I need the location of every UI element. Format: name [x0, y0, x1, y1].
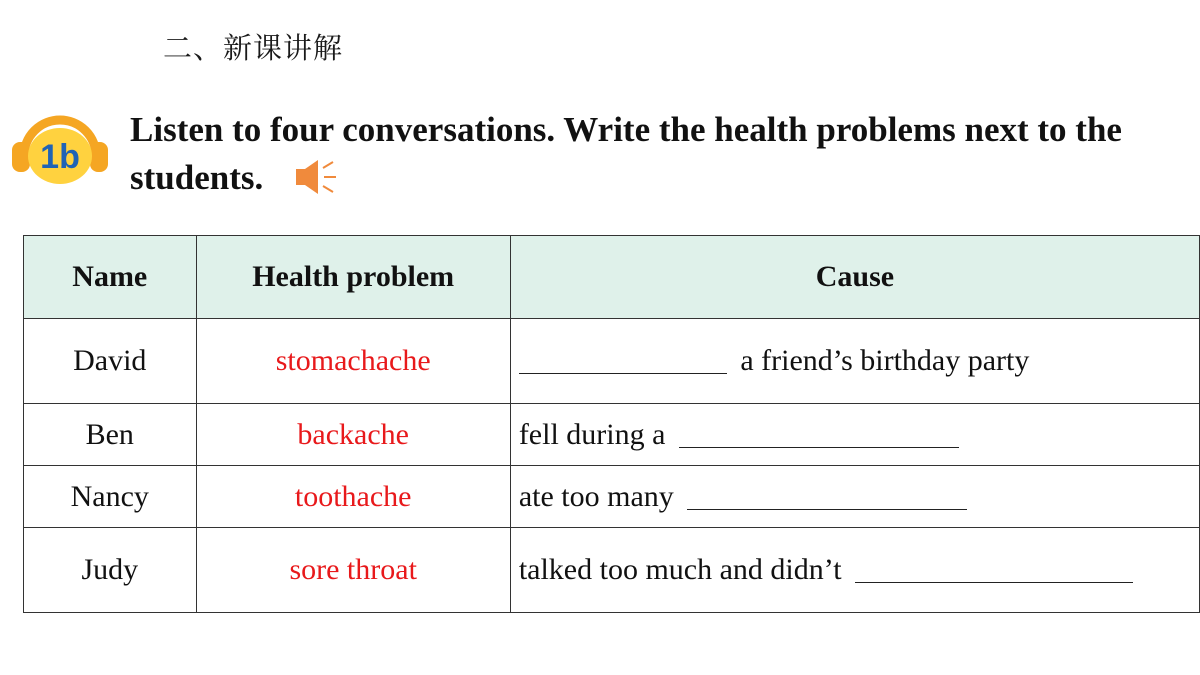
answer-blank[interactable]	[687, 487, 967, 510]
cause-cell	[510, 466, 1199, 528]
lesson-badge	[10, 108, 110, 188]
cause-cell	[510, 528, 1199, 613]
cause-text: fell during a	[518, 417, 666, 451]
health-problems-table	[23, 235, 1200, 613]
header-cause: Cause	[510, 236, 1199, 319]
table-row	[24, 319, 1200, 404]
answer-blank[interactable]	[519, 351, 727, 374]
health-problem-answer: sore throat	[196, 528, 510, 613]
student-name: Nancy	[24, 466, 197, 528]
answer-blank[interactable]	[679, 425, 959, 448]
health-problem-answer: toothache	[196, 466, 510, 528]
cause-cell	[510, 404, 1199, 466]
student-name: David	[24, 319, 197, 404]
header-name: Name	[24, 236, 197, 319]
table-row	[24, 404, 1200, 466]
table-header-row	[24, 236, 1200, 319]
table-row	[24, 528, 1200, 613]
section-title: 二、新课讲解	[163, 31, 344, 65]
cause-text: talked too much and didn’t	[518, 553, 842, 586]
speaker-icon[interactable]	[294, 157, 340, 197]
badge-label: 1b	[40, 138, 80, 176]
instruction-text: Listen to four conversations. Write the health problems next to the students.	[130, 110, 1122, 197]
cause-cell	[510, 319, 1199, 404]
health-problem-answer: backache	[196, 404, 510, 466]
student-name: Ben	[24, 404, 197, 466]
header-health-problem: Health problem	[196, 236, 510, 319]
instruction	[130, 106, 1190, 202]
headphones-icon	[10, 108, 110, 188]
cause-text: a friend’s birthday party	[740, 344, 1030, 377]
cause-text: ate too many	[518, 479, 674, 513]
student-name: Judy	[24, 528, 197, 613]
health-problem-answer: stomachache	[196, 319, 510, 404]
answer-blank[interactable]	[855, 560, 1133, 583]
table-row	[24, 466, 1200, 528]
